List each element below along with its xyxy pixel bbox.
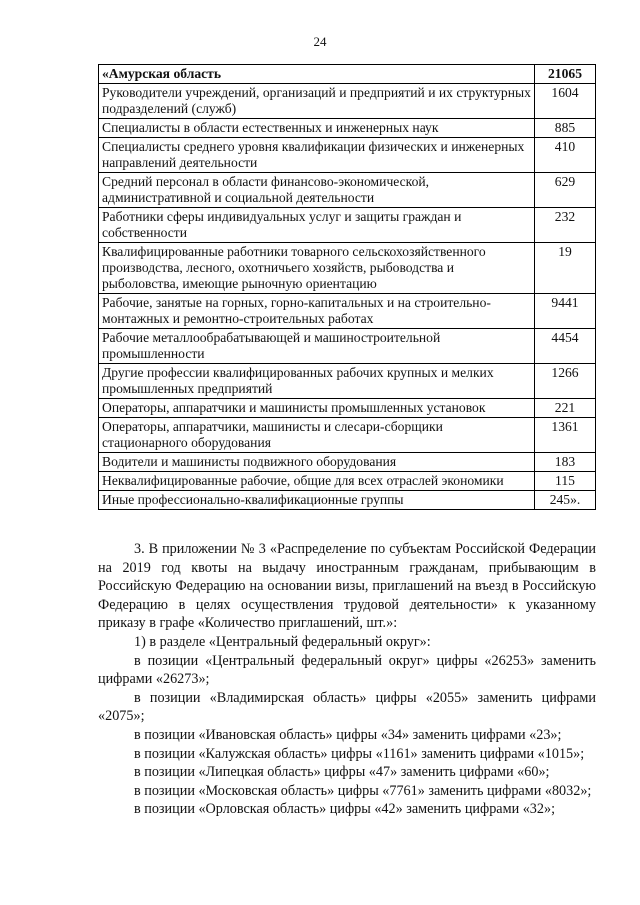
table-row	[99, 472, 596, 491]
quota-value-cell: 1604	[535, 84, 596, 119]
table-header-row	[99, 65, 596, 84]
paragraph-kaluga: в позиции «Калужская область» цифры «1161» заменить цифрами «1015»;	[134, 745, 585, 762]
paragraph-central-total: в позиции «Центральный федеральный округ» цифры «26253» заменить цифрами «26273»;	[98, 652, 596, 688]
table-row	[99, 138, 596, 173]
table-row	[99, 453, 596, 472]
table-row	[99, 418, 596, 453]
page-number: 24	[313, 34, 327, 49]
table-row	[99, 491, 596, 510]
quota-value-cell: 245».	[535, 491, 596, 510]
region-total-cell: 21065	[535, 65, 596, 84]
paragraph-vladimir: в позиции «Владимирская область» цифры «2055» заменить цифрами «2075»;	[98, 689, 596, 725]
table-row	[99, 399, 596, 418]
occupation-cell: Квалифицированные работники товарного сельскохозяйственного производства, лесного, охотничьего хозяйств, рыбоводства и рыболовства, имеющие рыночную ориентацию	[99, 243, 535, 294]
quota-value-cell: 4454	[535, 329, 596, 364]
table-row	[99, 119, 596, 138]
occupation-cell: Неквалифицированные рабочие, общие для всех отраслей экономики	[99, 472, 535, 491]
quota-value-cell: 221	[535, 399, 596, 418]
quota-value-cell: 410	[535, 138, 596, 173]
occupation-cell: Иные профессионально-квалификационные группы	[99, 491, 535, 510]
paragraph-oryol: в позиции «Орловская область» цифры «42» заменить цифрами «32»;	[134, 801, 556, 818]
occupation-cell: Специалисты в области естественных и инженерных наук	[99, 119, 535, 138]
table-row	[99, 243, 596, 294]
paragraph-central-district: 1) в разделе «Центральный федеральный округ»:	[134, 633, 431, 650]
quota-value-cell: 183	[535, 453, 596, 472]
occupation-cell: Водители и машинисты подвижного оборудования	[99, 453, 535, 472]
quota-value-cell: 19	[535, 243, 596, 294]
table-row	[99, 294, 596, 329]
paragraph-moscow-oblast: в позиции «Московская область» цифры «7761» заменить цифрами «8032»;	[134, 782, 592, 799]
occupation-cell: Руководители учреждений, организаций и предприятий и их структурных подразделений (служб)	[99, 84, 535, 119]
quota-value-cell: 1266	[535, 364, 596, 399]
occupation-cell: Специалисты среднего уровня квалификации физических и инженерных направлений деятельности	[99, 138, 535, 173]
table-row	[99, 173, 596, 208]
occupation-cell: Операторы, аппаратчики, машинисты и слесари-сборщики стационарного оборудования	[99, 418, 535, 453]
occupation-cell: Работники сферы индивидуальных услуг и защиты граждан и собственности	[99, 208, 535, 243]
occupation-cell: Другие профессии квалифицированных рабочих крупных и мелких промышленных предприятий	[99, 364, 535, 399]
table-row	[99, 329, 596, 364]
paragraph-appendix-3: 3. В приложении № 3 «Распределение по субъектам Российской Федерации на 2019 год квоты на выдачу иностранным гражданам, прибывающим в Российскую Федерацию на основании визы, приглашений на въезд в Российскую Федерацию в целях осуществления трудовой деятельности» к указанному приказу в графе «Количество приглашений, шт.»:	[98, 541, 596, 632]
amendment-text	[98, 540, 596, 819]
quota-table	[98, 64, 596, 510]
paragraph-lipetsk: в позиции «Липецкая область» цифры «47» заменить цифрами «60»;	[134, 764, 550, 781]
occupation-cell: Средний персонал в области финансово-экономической, административной и социальной деятельности	[99, 173, 535, 208]
occupation-cell: Операторы, аппаратчики и машинисты промышленных установок	[99, 399, 535, 418]
paragraph-ivanovo: в позиции «Ивановская область» цифры «34» заменить цифрами «23»;	[134, 726, 562, 743]
quota-value-cell: 629	[535, 173, 596, 208]
occupation-cell: Рабочие металлообрабатывающей и машиностроительной промышленности	[99, 329, 535, 364]
quota-value-cell: 9441	[535, 294, 596, 329]
quota-value-cell: 885	[535, 119, 596, 138]
table-row	[99, 364, 596, 399]
region-name-cell: «Амурская область	[99, 65, 535, 84]
quota-value-cell: 1361	[535, 418, 596, 453]
quota-value-cell: 232	[535, 208, 596, 243]
table-row	[99, 208, 596, 243]
occupation-cell: Рабочие, занятые на горных, горно-капитальных и на строительно-монтажных и ремонтно-строительных работах	[99, 294, 535, 329]
quota-value-cell: 115	[535, 472, 596, 491]
table-row	[99, 84, 596, 119]
